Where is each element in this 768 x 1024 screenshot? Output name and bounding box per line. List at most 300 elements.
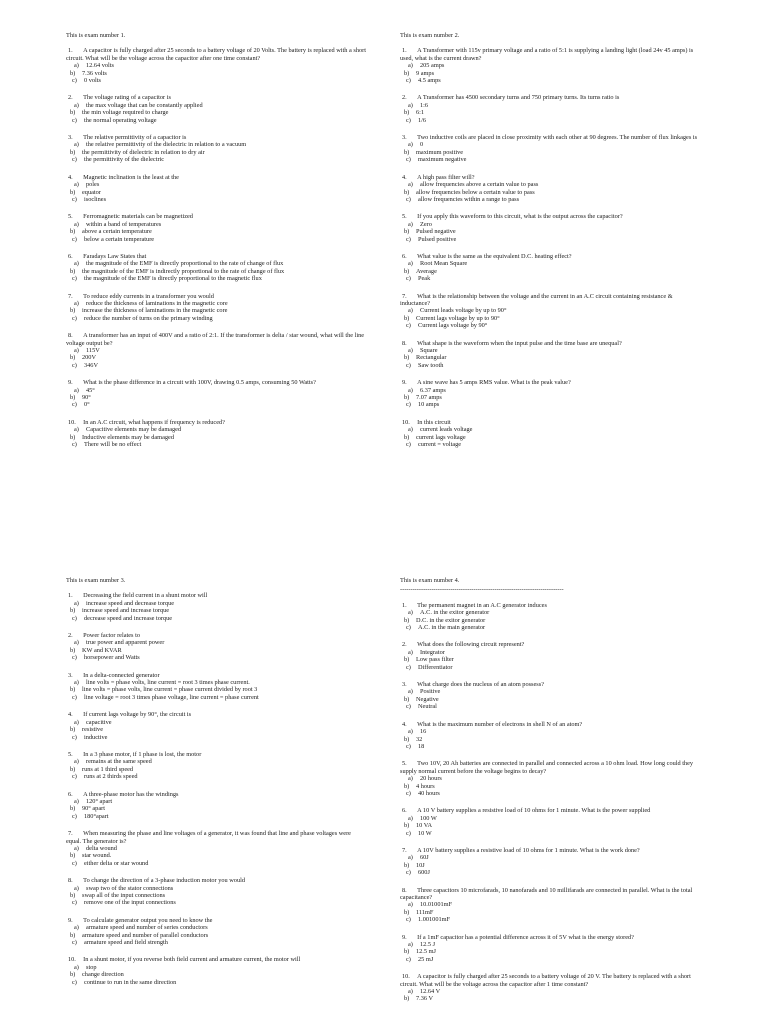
option-label: c)	[406, 829, 411, 837]
option-text: Pulsed positive	[418, 235, 457, 243]
answer-option	[66, 600, 366, 607]
question-text	[66, 830, 366, 845]
question-number: 1.	[68, 592, 73, 600]
option-text: 40 hours	[418, 789, 440, 797]
question-item	[400, 253, 700, 283]
option-label: a)	[408, 854, 413, 862]
option-text: the permittivity of the dielectric	[84, 156, 165, 164]
option-text: runs at 1 third speed	[82, 765, 134, 773]
option-label: a)	[74, 884, 79, 892]
option-label: b)	[70, 267, 76, 275]
option-label: c)	[406, 955, 411, 963]
option-text: 111mF	[416, 908, 434, 916]
question-item	[66, 174, 366, 204]
question-text	[400, 94, 700, 101]
option-label: b)	[404, 69, 410, 77]
answer-option	[66, 362, 366, 369]
answer-option	[400, 156, 700, 163]
answer-option	[66, 639, 366, 646]
answer-option	[400, 387, 700, 394]
option-text: Inductive elements may be damaged	[82, 433, 174, 441]
option-label: a)	[408, 941, 413, 949]
answer-option	[400, 260, 700, 267]
option-label: b)	[404, 782, 410, 790]
option-label: c)	[406, 77, 411, 85]
answer-option	[400, 790, 700, 797]
answer-option	[66, 268, 366, 275]
option-text: A.C. in the exitor generator	[420, 609, 490, 617]
question-text	[400, 47, 700, 62]
question-text	[66, 877, 366, 884]
question-number: 10.	[402, 973, 410, 981]
question-text	[66, 956, 366, 963]
answer-option	[66, 766, 366, 773]
option-text: star wound.	[82, 852, 112, 860]
question-text	[66, 174, 366, 181]
option-label: c)	[406, 361, 411, 369]
question-number: 3.	[402, 681, 407, 689]
question-number: 2.	[402, 94, 407, 102]
answer-option	[400, 307, 700, 314]
question-item	[66, 332, 366, 369]
answer-option	[400, 656, 700, 663]
option-label: b)	[70, 931, 76, 939]
option-label: a)	[408, 260, 413, 268]
option-text: 7.07 amps	[416, 394, 442, 402]
answer-option	[400, 221, 700, 228]
question-item	[400, 419, 700, 449]
option-text: Zero	[420, 220, 432, 228]
option-text: There will be no effect	[84, 441, 142, 449]
option-text: 9 amps	[416, 69, 435, 77]
option-text: either delta or star wound	[84, 859, 149, 867]
answer-option	[400, 189, 700, 196]
option-text: 90° apart	[82, 805, 105, 813]
option-text: 115V	[86, 347, 100, 354]
separator-line: ------------------------------------------------------------------------------	[400, 586, 564, 594]
question-text	[66, 253, 366, 260]
option-label: b)	[404, 948, 410, 956]
option-text: armature speed and number of series conductors	[86, 924, 208, 932]
option-text: the permittivity of dielectric in relation to dry air	[82, 148, 205, 156]
question-number: 9.	[402, 379, 407, 387]
answer-option	[66, 189, 366, 196]
question-number: 9.	[402, 933, 407, 941]
question-number: 5.	[68, 213, 73, 221]
option-label: a)	[408, 181, 413, 189]
option-text: runs at 2 thirds speed	[84, 773, 138, 781]
question-item	[400, 213, 700, 243]
question-item	[400, 847, 700, 877]
answer-option	[400, 149, 700, 156]
answer-option	[66, 441, 366, 448]
option-label: a)	[74, 797, 79, 805]
question-list	[66, 592, 366, 986]
option-label: a)	[408, 220, 413, 228]
option-text: Capacitive elements may be damaged	[86, 426, 182, 434]
question-number: 3.	[68, 134, 73, 142]
exam-title: This is exam number 1.	[66, 32, 126, 39]
answer-option	[66, 394, 366, 401]
option-label: b)	[404, 394, 410, 402]
option-text: 32	[416, 735, 423, 743]
option-text: current leads voltage	[420, 426, 473, 434]
question-body: To change the direction of a 3-phase induction motor you would	[83, 877, 245, 885]
answer-option	[66, 939, 366, 946]
question-number: 2.	[68, 632, 73, 640]
question-text	[66, 332, 366, 347]
option-text: 120° apart	[86, 797, 113, 805]
answer-option	[400, 228, 700, 235]
option-label: b)	[404, 735, 410, 743]
question-number: 9.	[68, 379, 73, 387]
question-body: A three-phase motor has the windings	[83, 790, 179, 798]
answer-option	[66, 654, 366, 661]
question-number: 8.	[68, 877, 73, 885]
question-body: In an A.C circuit, what happens if frequency is reduced?	[83, 418, 225, 426]
option-text: maximum negative	[418, 156, 467, 164]
option-text: continue to run in the same direction	[84, 978, 177, 986]
question-number: 5.	[68, 750, 73, 758]
question-list	[400, 602, 700, 1003]
question-number: 6.	[402, 807, 407, 815]
question-number: 10.	[68, 418, 76, 426]
option-text: 4 hours	[416, 782, 435, 790]
question-text	[400, 641, 700, 648]
question-item	[66, 956, 366, 986]
question-text	[66, 134, 366, 141]
option-text: Differentiator	[418, 663, 453, 671]
question-body: The relative permittivity of a capacitor is	[83, 134, 187, 142]
question-body: In a 3 phase motor, if 1 phase is lost, the motor	[83, 750, 202, 758]
option-label: c)	[406, 156, 411, 164]
question-text	[400, 293, 700, 308]
question-text	[400, 847, 700, 854]
option-label: a)	[74, 924, 79, 932]
option-label: c)	[72, 361, 77, 369]
question-text	[400, 253, 700, 260]
question-text	[400, 602, 700, 609]
option-label: b)	[70, 646, 76, 654]
option-text: the max voltage that can be constantly applied	[86, 101, 203, 109]
question-text	[66, 672, 366, 679]
exam-title: This is exam number 2.	[400, 32, 460, 39]
option-label: c)	[406, 116, 411, 124]
question-number: 5.	[402, 213, 407, 221]
answer-option	[400, 988, 700, 995]
answer-option	[66, 196, 366, 203]
option-text: 20 hours	[420, 775, 442, 783]
question-body: To reduce eddy currents in a transformer you would	[83, 292, 214, 300]
answer-option	[400, 109, 700, 116]
option-label: b)	[404, 354, 410, 362]
option-label: a)	[74, 260, 79, 268]
option-label: a)	[408, 347, 413, 354]
option-text: inductive	[84, 733, 108, 741]
question-item	[400, 134, 700, 164]
option-text: within a band of temperatures	[86, 220, 162, 228]
question-body: Ferromagnetic materials can be magnetized	[83, 213, 193, 221]
question-item	[400, 760, 700, 797]
option-label: c)	[406, 322, 411, 330]
option-text: Average	[416, 267, 437, 275]
option-label: c)	[406, 401, 411, 409]
question-body: A Transformer with 115v primary voltage and a ratio of 5:1 is supplying a landing light (load 24v 45 amps) is used, what is the current drawn?	[400, 47, 694, 62]
question-number: 10.	[68, 956, 76, 964]
question-number: 9.	[68, 916, 73, 924]
answer-option	[66, 852, 366, 859]
question-body: A transformer has an input of 400V and a ratio of 2:1. If the transformer is delta / star wound, what will the line voltage output be?	[66, 332, 365, 347]
answer-option	[400, 664, 700, 671]
option-label: a)	[74, 963, 79, 971]
option-label: a)	[74, 141, 79, 149]
question-text	[400, 807, 700, 814]
answer-option	[400, 609, 700, 616]
option-label: a)	[408, 62, 413, 70]
answer-option	[400, 743, 700, 750]
option-label: c)	[72, 275, 77, 283]
option-text: 10.01001mF	[420, 901, 453, 909]
option-text: Rectangular	[416, 354, 447, 362]
option-label: a)	[74, 426, 79, 434]
question-body: What charge does the nucleus of an atom possess?	[417, 681, 544, 689]
answer-option	[400, 354, 700, 361]
option-label: b)	[70, 433, 76, 441]
option-label: b)	[70, 109, 76, 117]
answer-option	[400, 830, 700, 837]
question-number: 4.	[402, 720, 407, 728]
option-text: Current leads voltage by up to 90°	[420, 307, 507, 315]
option-text: swap all of the input connections	[82, 892, 166, 899]
answer-option	[66, 813, 366, 820]
question-body: The voltage rating of a capacitor is	[83, 94, 171, 102]
question-item	[66, 592, 366, 622]
option-text: Peak	[418, 275, 431, 283]
question-item	[66, 47, 366, 84]
answer-option	[66, 354, 366, 361]
option-text: 0 volts	[84, 77, 101, 85]
option-label: c)	[72, 156, 77, 164]
option-label: a)	[74, 220, 79, 228]
option-text: 4.5 amps	[418, 77, 441, 85]
option-label: c)	[72, 733, 77, 741]
option-label: c)	[406, 703, 411, 711]
question-item	[66, 751, 366, 781]
answer-option	[400, 948, 700, 955]
option-text: reduce the thickness of laminations in the magnetic core	[86, 299, 228, 307]
question-body: Magnetic inclination is the least at the	[83, 173, 179, 181]
option-text: allow frequencies within a range to pass	[418, 195, 520, 203]
question-number: 7.	[402, 846, 407, 854]
option-label: b)	[404, 228, 410, 236]
question-text	[66, 293, 366, 300]
option-text: reduce the number of turns on the primary winding	[84, 314, 213, 322]
option-text: 12.5 J	[420, 941, 436, 949]
option-label: b)	[404, 995, 410, 1003]
question-item	[66, 213, 366, 243]
option-text: 200V	[82, 354, 96, 362]
question-body: If current lags voltage by 90°, the circuit is	[83, 711, 192, 719]
option-label: c)	[72, 939, 77, 947]
answer-option	[66, 964, 366, 971]
answer-option	[400, 401, 700, 408]
option-text: 10 W	[418, 829, 432, 837]
option-label: c)	[72, 859, 77, 867]
question-number: 6.	[402, 252, 407, 260]
question-number: 1.	[68, 47, 73, 55]
answer-option	[400, 141, 700, 148]
answer-option	[400, 862, 700, 869]
answer-option	[400, 815, 700, 822]
option-text: true power and apparent power	[86, 639, 165, 647]
option-label: b)	[70, 69, 76, 77]
option-label: c)	[72, 693, 77, 701]
option-text: 6:1	[416, 109, 425, 117]
option-label: b)	[70, 354, 76, 362]
answer-option	[66, 77, 366, 84]
question-item	[66, 94, 366, 124]
question-body: Power factor relates to	[83, 632, 140, 640]
option-text: Current lags voltage by up to 90°	[416, 314, 500, 322]
answer-option	[66, 979, 366, 986]
option-text: Integrator	[420, 648, 445, 656]
option-label: c)	[72, 654, 77, 662]
question-item	[66, 711, 366, 741]
option-text: horsepower and Watts	[84, 654, 140, 662]
answer-option	[400, 62, 700, 69]
question-number: 5.	[402, 760, 407, 768]
option-text: 0	[420, 141, 424, 149]
question-body: In this circuit	[417, 418, 451, 426]
question-item	[400, 934, 700, 964]
option-label: a)	[74, 62, 79, 70]
question-body: The permanent magnet in an A.C generator induces	[417, 601, 547, 609]
question-text	[66, 47, 366, 62]
option-label: c)	[406, 742, 411, 750]
question-item	[66, 293, 366, 323]
answer-option	[400, 775, 700, 782]
option-label: b)	[404, 188, 410, 196]
question-item	[66, 253, 366, 283]
answer-option	[66, 607, 366, 614]
option-text: allow frequencies above a certain value to pass	[420, 181, 539, 189]
answer-option	[400, 649, 700, 656]
option-text: 10 amps	[418, 401, 440, 409]
question-body: A high pass filter will?	[417, 173, 475, 181]
exam-2	[400, 32, 700, 458]
question-body: Decreasing the field current in a shunt motor will	[83, 592, 208, 600]
question-body: If a 1mF capacitor has a potential difference across it of 5V what is the energy stored?	[417, 933, 634, 941]
question-item	[400, 807, 700, 837]
question-item	[400, 174, 700, 204]
answer-option	[400, 434, 700, 441]
question-item	[400, 602, 700, 632]
question-text	[400, 681, 700, 688]
answer-option	[400, 181, 700, 188]
question-body: A 10 V battery supplies a resistive load of 10 ohms for 1 minute. What is the power supplied	[417, 807, 651, 815]
question-text	[400, 340, 700, 347]
answer-option	[66, 805, 366, 812]
question-number: 3.	[68, 671, 73, 679]
option-label: c)	[406, 624, 411, 632]
option-label: c)	[72, 899, 77, 907]
option-label: c)	[72, 441, 77, 449]
option-text: capacitive	[86, 718, 112, 726]
answer-option	[400, 617, 700, 624]
option-text: current = voltage	[418, 441, 462, 449]
answer-option	[400, 995, 700, 1002]
option-label: a)	[408, 307, 413, 315]
answer-option	[66, 228, 366, 235]
answer-option	[66, 860, 366, 867]
option-text: remove one of the input connections	[84, 899, 176, 907]
option-label: b)	[70, 805, 76, 813]
answer-option	[400, 117, 700, 124]
answer-option	[66, 109, 366, 116]
answer-option	[66, 686, 366, 693]
option-label: a)	[408, 141, 413, 149]
answer-option	[400, 426, 700, 433]
option-label: b)	[70, 971, 76, 979]
option-text: the magnitude of the EMF is directly proportional to the magnetic flux	[84, 275, 262, 283]
option-label: a)	[74, 347, 79, 354]
question-text	[400, 973, 700, 988]
option-label: b)	[404, 656, 410, 664]
question-item	[400, 47, 700, 84]
question-number: 4.	[68, 173, 73, 181]
answer-option	[400, 275, 700, 282]
option-label: a)	[74, 299, 79, 307]
question-list	[400, 47, 700, 448]
option-label: b)	[404, 616, 410, 624]
exam-1	[66, 32, 366, 458]
answer-option	[400, 441, 700, 448]
option-text: Negative	[416, 695, 439, 703]
option-text: 60J	[420, 854, 429, 862]
option-text: Neutral	[418, 703, 437, 711]
question-text	[400, 721, 700, 728]
answer-option	[66, 647, 366, 654]
option-text: 12.64 V	[420, 988, 441, 996]
answer-option	[66, 932, 366, 939]
question-text	[400, 887, 700, 902]
question-item	[66, 791, 366, 821]
option-text: decrease speed and increase torque	[84, 614, 173, 622]
question-text	[66, 213, 366, 220]
option-text: KW and KVAR	[82, 646, 122, 654]
option-label: b)	[70, 726, 76, 734]
option-label: a)	[408, 386, 413, 394]
option-label: a)	[408, 901, 413, 909]
option-text: line volts = phase volts, line current = root 3 times phase current.	[86, 679, 250, 687]
answer-option	[400, 236, 700, 243]
option-text: 10 VA	[416, 822, 433, 830]
option-text: 10J	[416, 861, 425, 869]
option-text: armature speed and number of parallel conductors	[82, 931, 209, 939]
answer-option	[400, 268, 700, 275]
question-number: 8.	[68, 332, 73, 340]
question-body: A capacitor is fully charged after 25 seconds to a battery voltage of 20 V. The battery is replaced with a short circuit. What will be the voltage across the capacitor after 1 time constant?	[400, 973, 691, 988]
option-label: c)	[72, 773, 77, 781]
answer-option	[66, 181, 366, 188]
answer-option	[66, 347, 366, 354]
answer-option	[400, 736, 700, 743]
answer-option	[400, 362, 700, 369]
answer-option	[66, 62, 366, 69]
option-text: Positive	[420, 688, 441, 696]
option-label: a)	[74, 101, 79, 109]
option-label: b)	[70, 394, 76, 402]
